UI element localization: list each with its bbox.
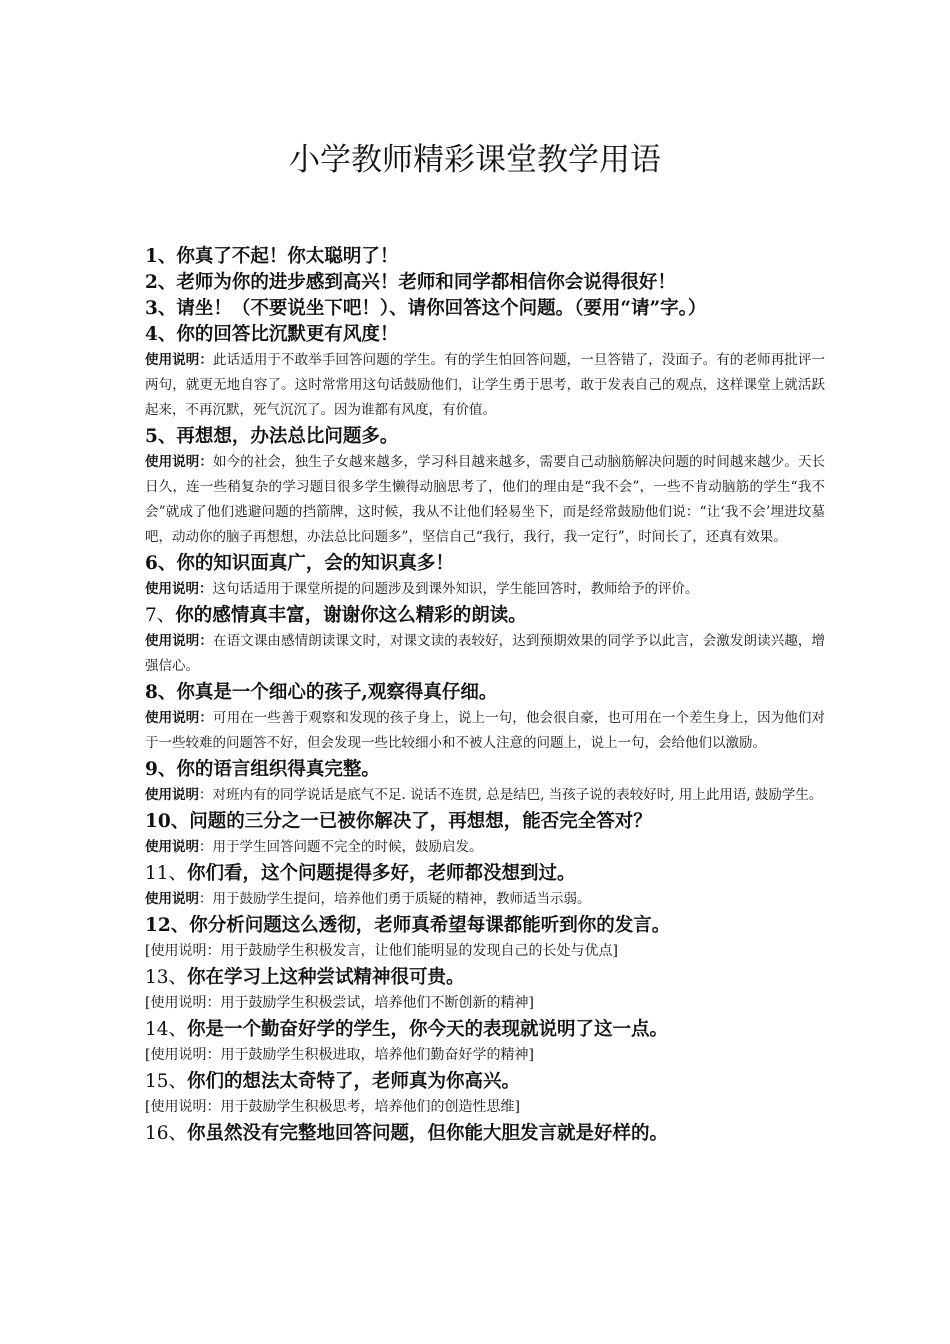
item-heading-3: 3、请坐！（不要说坐下吧！）、请你回答这个问题。（要用“请”字。） xyxy=(145,298,707,319)
item-description-12: [使用说明：用于鼓励学生积极发言，让他们能明显的发现自己的长处与优点] xyxy=(145,943,618,959)
item-description-10 xyxy=(145,835,825,860)
item-description-8 xyxy=(145,706,825,756)
item-heading-10: 10、问题的三分之一已被你解决了，再想想，能否完全答对？ xyxy=(145,811,652,832)
item-heading-text: 你是一个勤奋好学的学生，你今天的表现就说明了这一点。 xyxy=(187,1019,669,1040)
item-heading-9: 9、你的语言组织得真完整。 xyxy=(145,759,380,780)
item-heading-2: 2、老师为你的进步感到高兴！老师和同学都相信你会说得很好！ xyxy=(145,272,676,293)
usage-text: 可用在一些善于观察和发现的孩子身上，说上一句，他会很自豪，也可用在一个差生身上，因为他们对于一些较难的问题答不好，但会发现一些比较细小和不被人注意的问题上，说上一句，会给他们以激励。 xyxy=(145,710,826,751)
item-heading-16 xyxy=(145,1121,825,1147)
usage-label: 使用说明： xyxy=(145,581,213,597)
item-heading-13 xyxy=(145,965,825,991)
item-number: 15、 xyxy=(145,1071,188,1092)
item-description-11 xyxy=(145,887,825,912)
item-number: 13、 xyxy=(145,967,188,988)
item-heading-text: 你在学习上这种尝试精神很可贵。 xyxy=(187,967,465,988)
usage-label: 使用说明 xyxy=(145,891,199,907)
item-description-7 xyxy=(145,629,825,679)
item-heading-8: 8、你真是一个细心的孩子,观察得真仔细。 xyxy=(145,682,498,703)
item-description-13: [使用说明：用于鼓励学生积极尝试，培养他们不断创新的精神] xyxy=(145,995,534,1011)
usage-label: 使用说明： xyxy=(145,710,214,726)
usage-text: 此话适用于不敢举手回答问题的学生。有的学生怕回答问题，一旦答错了，没面子。有的老师再批评一两句，就更无地自容了。这时常常用这句话鼓励他们，让学生勇于思考，敢于发表自己的观点，这样课堂上就活跃起来，不再沉默，死气沉沉了。因为谁都有风度，有价值。 xyxy=(145,352,826,418)
usage-text: 这句话适用于课堂所提的问题涉及到课外知识，学生能回答时，教师给予的评价。 xyxy=(212,581,699,597)
item-heading-text: 你的感情真丰富，谢谢你这么精彩的朗读。 xyxy=(175,605,527,626)
usage-text: ：用于学生回答问题不完全的时候，鼓励启发。 xyxy=(199,839,483,855)
usage-label: 使用说明 xyxy=(145,787,199,803)
item-number: 16、 xyxy=(145,1123,188,1144)
usage-text: 如今的社会，独生子女越来越多，学习科目越来越多，需要自己动脑筋解决问题的时间越来越少。天长日久，连一些稍复杂的学习题目很多学生懒得动脑思考了，他们的理由是“我不会”，一些不肯动脑筋的学生“我不会”就成了他们逃避问题的挡箭牌，这时候，我从不让他们轻易坐下，而是经常鼓励他们说：“让‘我不会’埋进坟墓吧，动动你的脑子再想想，办法总比问题多”，坚信自己“我行，我行，我一定行”，时间长了，还真有效果。 xyxy=(145,454,826,545)
item-heading-7 xyxy=(145,603,825,629)
item-heading-5: 5、再想想，办法总比问题多。 xyxy=(145,426,399,447)
usage-label: 使用说明 xyxy=(145,839,199,855)
item-description-15: [使用说明：用于鼓励学生积极思考，培养他们的创造性思维] xyxy=(145,1099,520,1115)
document-body xyxy=(145,244,825,1147)
item-heading-14 xyxy=(145,1017,825,1043)
item-heading-4: 4、你的回答比沉默更有风度！ xyxy=(145,324,399,345)
item-description-4 xyxy=(145,348,825,423)
item-heading-text: 你们看，这个问题提得多好，老师都没想到过。 xyxy=(187,863,576,884)
item-heading-text: 你们的想法太奇特了，老师真为你高兴。 xyxy=(187,1071,521,1092)
item-heading-1: 1、你真了不起！你太聪明了！ xyxy=(145,246,399,267)
item-description-6 xyxy=(145,577,825,602)
usage-label: 使用说明： xyxy=(145,454,214,470)
item-heading-text: 你虽然没有完整地回答问题，但你能大胆发言就是好样的。 xyxy=(187,1123,669,1144)
usage-label: 使用说明： xyxy=(145,633,214,649)
item-heading-12: 12、你分析问题这么透彻，老师真希望每课都能听到你的发言。 xyxy=(145,915,671,936)
item-description-5 xyxy=(145,450,825,550)
item-heading-6: 6、你的知识面真广，会的知识真多！ xyxy=(145,553,454,574)
usage-text: ：对班内有的同学说话是底气不足. 说话不连贯, 总是结巴, 当孩子说的表较好时, 用上此用语, 鼓励学生。 xyxy=(199,787,823,803)
usage-label: 使用说明： xyxy=(145,352,214,368)
usage-text: 在语文课由感情朗读课文时，对课文读的表较好，达到预期效果的同学予以此言，会激发朗读兴趣，增强信心。 xyxy=(145,633,826,674)
usage-text: ：用于鼓励学生提问，培养他们勇于质疑的精神，教师适当示弱。 xyxy=(199,891,591,907)
page-title: 小学教师精彩课堂教学用语 xyxy=(289,142,661,178)
item-description-9 xyxy=(145,783,825,808)
item-description-14: [使用说明：用于鼓励学生积极进取，培养他们勤奋好学的精神] xyxy=(145,1047,534,1063)
item-heading-11 xyxy=(145,861,825,887)
item-number: 14、 xyxy=(145,1019,188,1040)
item-heading-15 xyxy=(145,1069,825,1095)
item-number: 11、 xyxy=(145,863,188,884)
item-number: 7、 xyxy=(145,605,176,626)
